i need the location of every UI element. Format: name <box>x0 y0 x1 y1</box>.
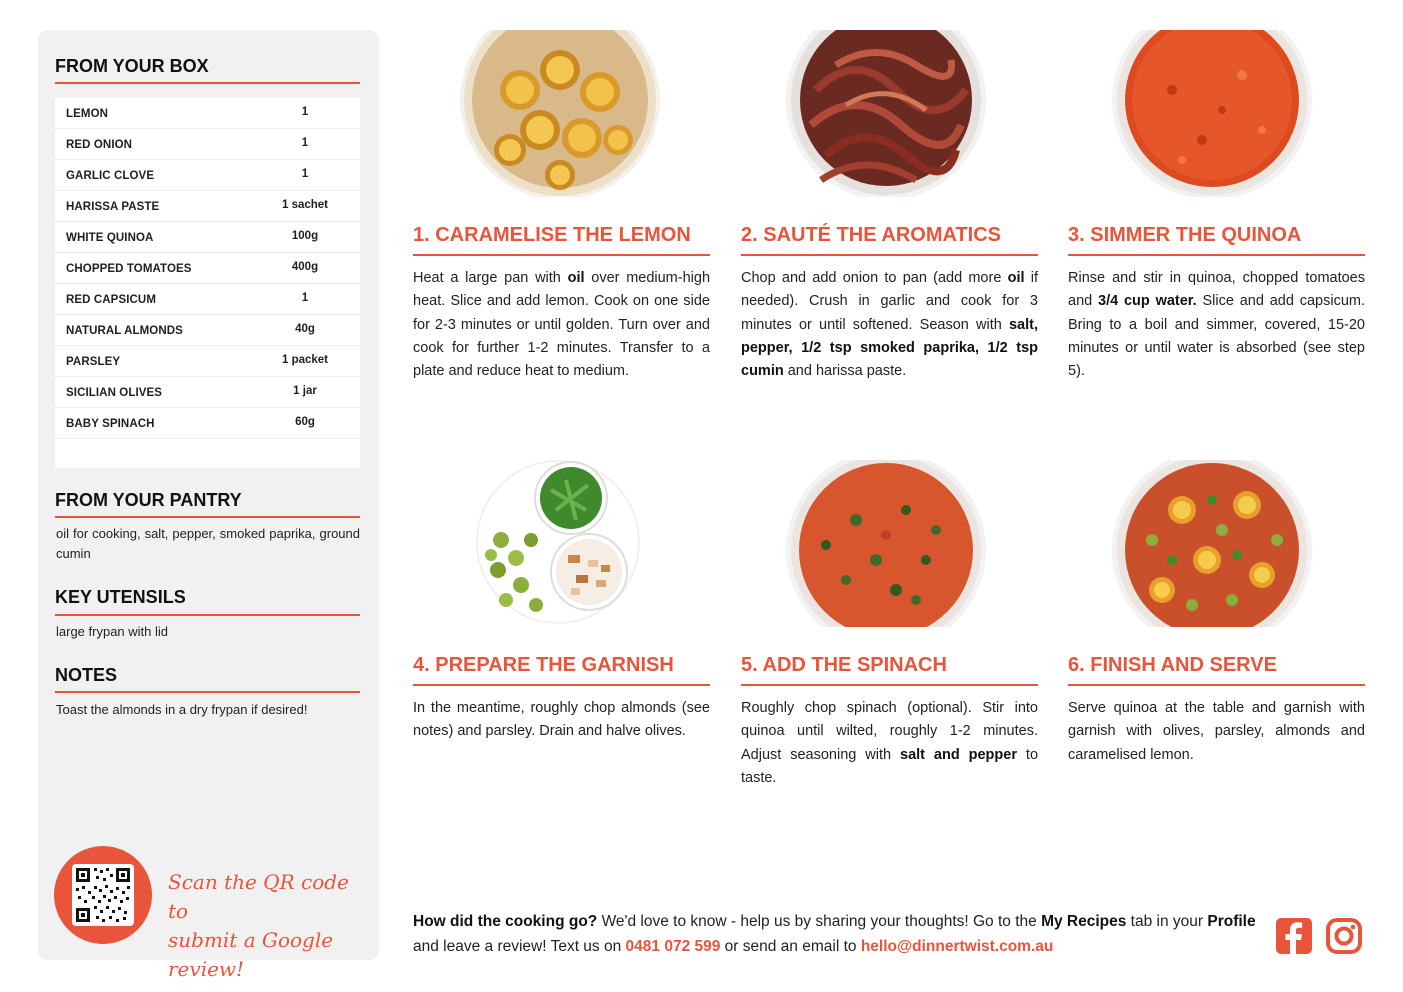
step-3-instructions: Rinse and stir in quinoa, chopped tomatoes and 3/4 cup water. Slice and add capsicum. Bring to a boil and simmer, covered, 15-20 minutes or until water is absorbed (see step 5). <box>1068 270 1366 380</box>
ingredient-name: PARSLEY <box>66 356 121 368</box>
qr-call-to-action <box>168 868 368 984</box>
ingredient-name: NATURAL ALMONDS <box>66 325 183 337</box>
ingredient-name: GARLIC CLOVE <box>66 170 155 182</box>
qr-badge <box>54 846 152 944</box>
ingredient-qty: 40g <box>295 323 315 335</box>
ingredient-row <box>55 315 360 346</box>
step-1-instructions: Heat a large pan with oil over medium-high heat. Slice and add lemon. Cook on one side for 2-3 minutes or until golden. Turn over and cook for further 1-2 minutes. Transfer to a plate and reduce heat to medium. <box>413 270 711 380</box>
ingredient-name: SICILIAN OLIVES <box>66 387 163 399</box>
ingredient-qty: 1 <box>301 137 309 149</box>
step-6-title: 6. FINISH AND SERVE <box>1068 654 1365 686</box>
ingredient-qty: 1 <box>301 168 309 180</box>
ingredient-name: LEMON <box>66 108 109 120</box>
qr-cta-line-1: Scan the QR code to <box>168 870 349 923</box>
utensils-text: large frypan with lid <box>56 624 168 639</box>
email-link[interactable]: hello@dinnertwist.com.au <box>860 938 1054 955</box>
ingredient-row <box>55 408 360 439</box>
step-5-title: 5. ADD THE SPINACH <box>741 654 1038 686</box>
instagram-icon[interactable] <box>1325 917 1363 955</box>
ingredient-row <box>55 191 360 222</box>
heading-rule <box>55 516 360 518</box>
ingredient-row <box>55 98 360 129</box>
step-3-photo <box>1112 30 1312 197</box>
notes-heading: NOTES <box>55 665 118 685</box>
pantry-heading: FROM YOUR PANTRY <box>55 490 242 510</box>
step-2-title: 2. SAUTÉ THE AROMATICS <box>741 224 1038 256</box>
ingredient-qty: 400g <box>291 261 319 273</box>
heading-rule <box>55 691 360 693</box>
ingredient-row <box>55 222 360 253</box>
phone-link[interactable]: 0481 072 599 <box>625 938 721 955</box>
ingredient-row <box>55 253 360 284</box>
ingredient-name: RED CAPSICUM <box>66 294 157 306</box>
step-4-photo <box>476 460 646 627</box>
ingredient-row <box>55 377 360 408</box>
pantry-text: oil for cooking, salt, pepper, smoked paprika, ground cumin <box>56 526 360 561</box>
ingredient-name: RED ONION <box>66 139 133 151</box>
ingredient-row <box>55 346 360 377</box>
ingredient-qty: 1 <box>301 106 309 118</box>
ingredient-name: BABY SPINACH <box>66 418 155 430</box>
ingredient-qty: 100g <box>291 230 319 242</box>
ingredient-qty: 1 <box>301 292 309 304</box>
qr-cta-line-2: submit a Google review! <box>168 928 334 981</box>
step-1-photo <box>460 30 660 197</box>
feedback-footer: How did the cooking go? We'd love to know - help us by sharing your thoughts! Go to the My Recipes tab in your Profile and leave a review! Text us on 0481 072 599 or send an email to hello@dinnertwist.com.au <box>413 913 1256 955</box>
ingredient-qty: 60g <box>295 416 315 428</box>
ingredient-name: CHOPPED TOMATOES <box>66 263 192 275</box>
step-5-photo <box>786 460 986 627</box>
step-2-instructions: Chop and add onion to pan (add more oil if needed). Crush in garlic and cook for 3 minutes or until softened. Season with salt, pepper, 1/2 tsp smoked paprika, 1/2 tsp cumin and harissa paste. <box>741 270 1038 380</box>
step-4-instructions: In the meantime, roughly chop almonds (see notes) and parsley. Drain and halve olives. <box>413 700 710 740</box>
step-2-photo <box>786 30 986 197</box>
ingredient-row <box>55 129 360 160</box>
utensils-heading: KEY UTENSILS <box>55 587 186 607</box>
heading-rule <box>55 82 360 84</box>
ingredient-qty: 1 jar <box>293 385 317 397</box>
ingredient-name: HARISSA PASTE <box>66 201 160 213</box>
ingredients-sidebar <box>38 30 379 981</box>
step-4-title: 4. PREPARE THE GARNISH <box>413 654 710 686</box>
notes-text: Toast the almonds in a dry frypan if desired! <box>56 702 308 717</box>
box-heading: FROM YOUR BOX <box>55 56 209 76</box>
ingredient-row <box>55 160 360 191</box>
heading-rule <box>55 614 360 616</box>
facebook-icon[interactable] <box>1275 917 1313 955</box>
box-ingredients-table <box>55 98 360 468</box>
step-6-instructions: Serve quinoa at the table and garnish with garnish with olives, parsley, almonds and caramelised lemon. <box>1068 700 1365 763</box>
step-5-instructions: Roughly chop spinach (optional). Stir into quinoa until wilted, roughly 1-2 minutes. Adjust seasoning with salt and pepper to taste. <box>741 700 1039 786</box>
step-6-photo <box>1112 460 1312 627</box>
ingredient-row <box>55 284 360 315</box>
table-spacer <box>55 439 360 468</box>
ingredient-name: WHITE QUINOA <box>66 232 154 244</box>
ingredient-qty: 1 packet <box>281 354 329 366</box>
qr-code[interactable] <box>72 864 134 926</box>
ingredient-qty: 1 sachet <box>281 199 329 211</box>
step-3-title: 3. SIMMER THE QUINOA <box>1068 224 1365 256</box>
step-1-title: 1. CARAMELISE THE LEMON <box>413 224 710 256</box>
